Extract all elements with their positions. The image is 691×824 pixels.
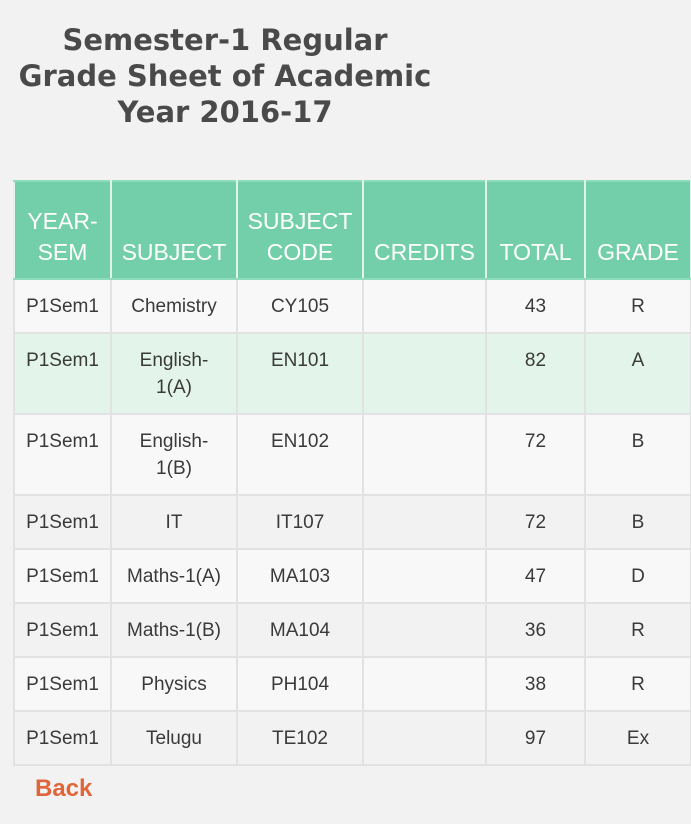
cell-grade: R (585, 657, 691, 711)
cell-code: IT107 (237, 495, 363, 549)
cell-code: TE102 (237, 711, 363, 765)
title-line-2: Grade Sheet of Academic (18, 59, 432, 93)
cell-credits (363, 414, 486, 495)
cell-year-sem: P1Sem1 (14, 414, 111, 495)
cell-subject: IT (111, 495, 237, 549)
cell-credits (363, 657, 486, 711)
cell-grade: Ex (585, 711, 691, 765)
title-line-3: Year 2016-17 (117, 95, 333, 129)
cell-subject: Physics (111, 657, 237, 711)
table-row (14, 414, 691, 495)
col-header-subject-code: SUBJECT CODE (237, 181, 363, 279)
cell-total: 82 (486, 333, 585, 414)
cell-total: 36 (486, 603, 585, 657)
cell-grade: B (585, 495, 691, 549)
title-line-1: Semester-1 Regular (62, 23, 388, 57)
cell-subject: English- 1(A) (111, 333, 237, 414)
cell-code: CY105 (237, 279, 363, 333)
cell-credits (363, 711, 486, 765)
cell-year-sem: P1Sem1 (14, 603, 111, 657)
col-header-grade: GRADE (585, 181, 691, 279)
table-row (14, 549, 691, 603)
cell-total: 72 (486, 414, 585, 495)
cell-grade: A (585, 333, 691, 414)
back-link[interactable]: Back (35, 775, 93, 802)
cell-code: MA103 (237, 549, 363, 603)
cell-credits (363, 495, 486, 549)
cell-code: PH104 (237, 657, 363, 711)
cell-grade: R (585, 279, 691, 333)
cell-grade: R (585, 603, 691, 657)
cell-year-sem: P1Sem1 (14, 549, 111, 603)
cell-year-sem: P1Sem1 (14, 333, 111, 414)
cell-credits (363, 603, 486, 657)
cell-subject: Chemistry (111, 279, 237, 333)
table-row (14, 279, 691, 333)
cell-subject: Maths-1(B) (111, 603, 237, 657)
col-header-subject: SUBJECT (111, 181, 237, 279)
cell-credits (363, 549, 486, 603)
cell-year-sem: P1Sem1 (14, 711, 111, 765)
cell-year-sem: P1Sem1 (14, 657, 111, 711)
table-header-row (14, 181, 691, 279)
table-row (14, 657, 691, 711)
cell-subject: Telugu (111, 711, 237, 765)
col-header-year-sem: YEAR- SEM (14, 181, 111, 279)
grade-table (13, 180, 691, 766)
cell-subject: English- 1(B) (111, 414, 237, 495)
cell-total: 72 (486, 495, 585, 549)
cell-total: 43 (486, 279, 585, 333)
table-row (14, 603, 691, 657)
col-header-total: TOTAL (486, 181, 585, 279)
cell-year-sem: P1Sem1 (14, 279, 111, 333)
cell-credits (363, 279, 486, 333)
cell-code: EN101 (237, 333, 363, 414)
cell-total: 47 (486, 549, 585, 603)
cell-total: 38 (486, 657, 585, 711)
table-row (14, 333, 691, 414)
table-row (14, 711, 691, 765)
cell-subject: Maths-1(A) (111, 549, 237, 603)
page-title (0, 22, 450, 130)
cell-year-sem: P1Sem1 (14, 495, 111, 549)
cell-code: MA104 (237, 603, 363, 657)
cell-code: EN102 (237, 414, 363, 495)
cell-credits (363, 333, 486, 414)
cell-total: 97 (486, 711, 585, 765)
table-row (14, 495, 691, 549)
cell-grade: D (585, 549, 691, 603)
col-header-credits: CREDITS (363, 181, 486, 279)
cell-grade: B (585, 414, 691, 495)
